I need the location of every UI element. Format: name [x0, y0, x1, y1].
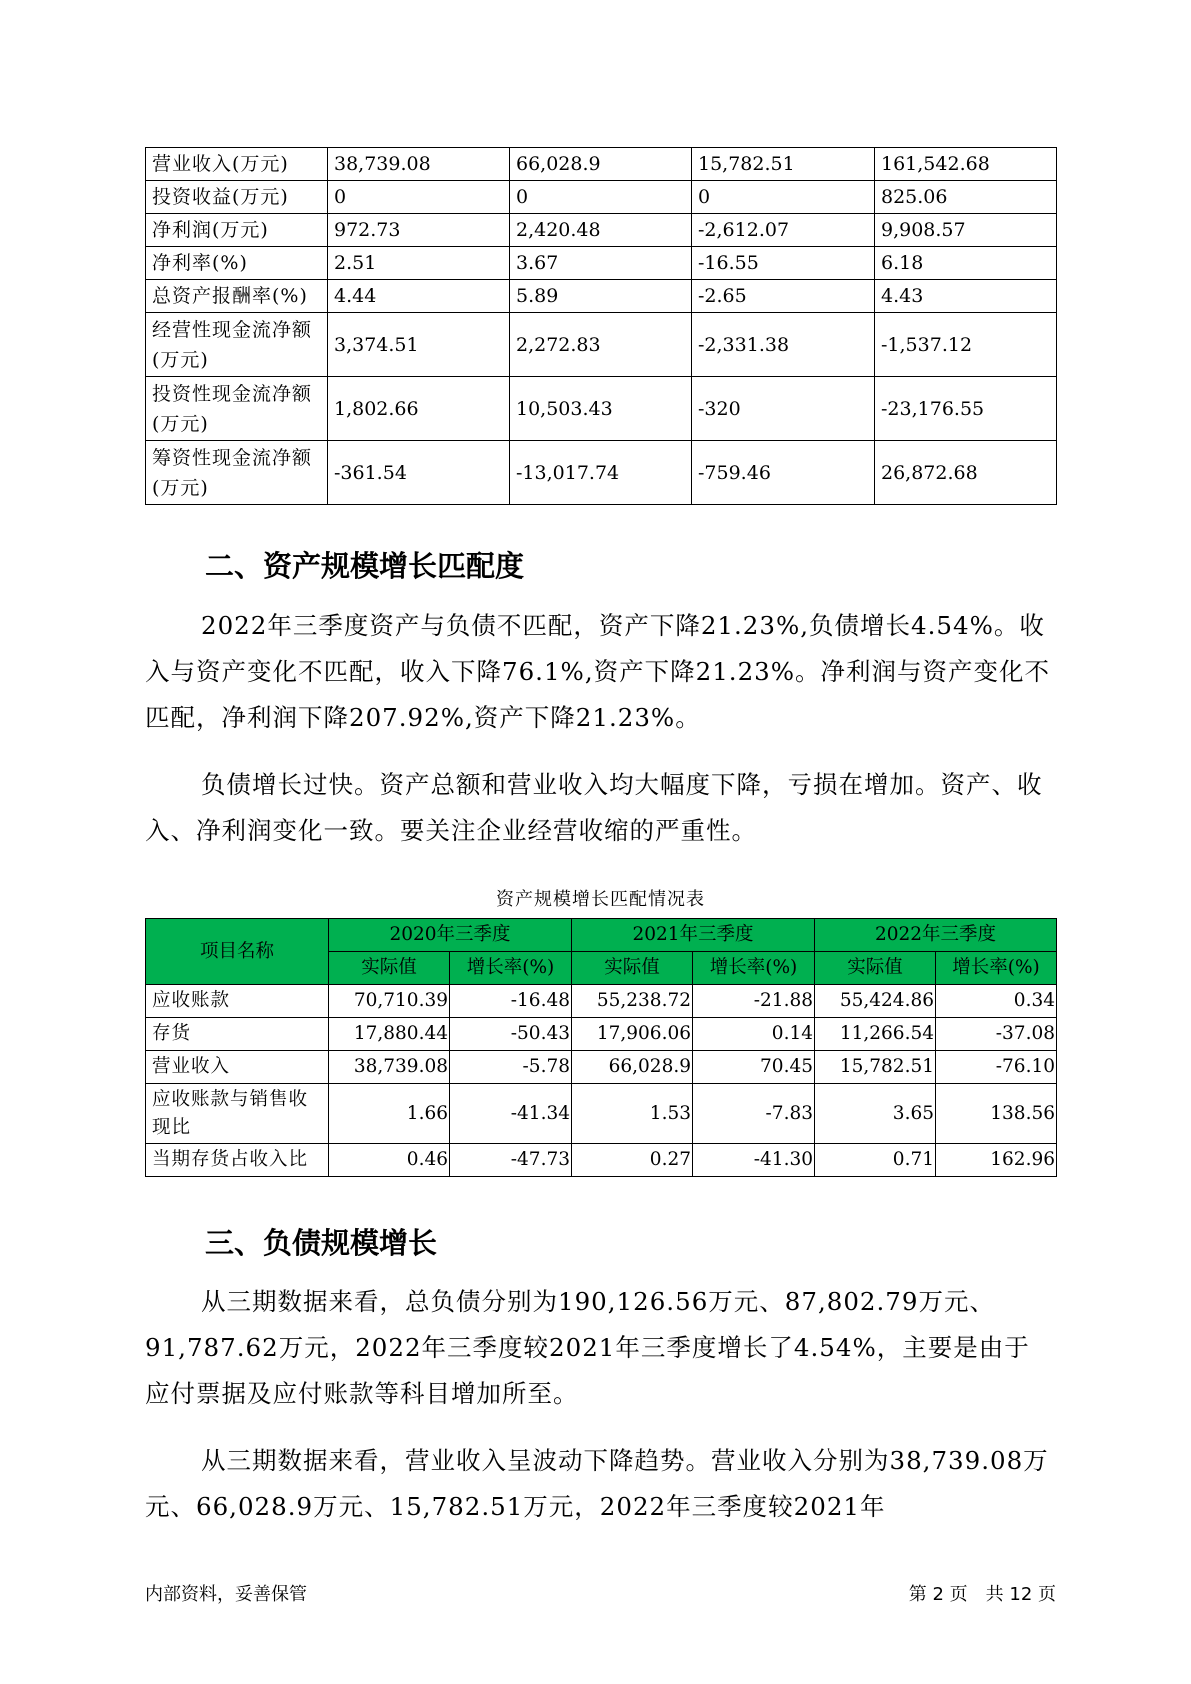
table-row: [146, 1144, 1057, 1177]
table-row: [146, 441, 1057, 505]
table-caption: 资产规模增长匹配情况表: [496, 889, 705, 910]
table-cell: 26,872.68: [875, 441, 1057, 505]
table-cell: 0: [328, 181, 510, 214]
table-cell: -1,537.12: [875, 313, 1057, 377]
header-item-name: 项目名称: [146, 919, 329, 985]
row-label: 净利率(%): [146, 247, 328, 280]
row-label: 应收账款: [146, 985, 329, 1018]
header-actual-2020: 实际值: [329, 952, 450, 985]
row-label: 存货: [146, 1018, 329, 1051]
table-cell: 66,028.9: [572, 1051, 693, 1084]
table-cell: 2.51: [328, 247, 510, 280]
table-cell: 70,710.39: [329, 985, 450, 1018]
table-cell: -320: [692, 377, 875, 441]
paragraph-liability-growth-2: 从三期数据来看，营业收入呈波动下降趋势。营业收入分别为38,739.08万元、66,028.9万元、15,782.51万元，2022年三季度较2021年: [145, 1446, 1049, 1521]
table-cell: -76.10: [936, 1051, 1057, 1084]
row-label: 净利润(万元): [146, 214, 328, 247]
table-row: [146, 214, 1057, 247]
table-cell: 3.65: [815, 1084, 936, 1144]
table-cell: 9,908.57: [875, 214, 1057, 247]
header-actual-2021: 实际值: [572, 952, 693, 985]
table-cell: 55,424.86: [815, 985, 936, 1018]
table-cell: 3,374.51: [328, 313, 510, 377]
table-row: [146, 313, 1057, 377]
table-row: [146, 148, 1057, 181]
financial-summary-table-body: [146, 148, 1057, 505]
table-cell: -23,176.55: [875, 377, 1057, 441]
table-row: [146, 1018, 1057, 1051]
table-row: [146, 280, 1057, 313]
row-label: 总资产报酬率(%): [146, 280, 328, 313]
table-cell: -361.54: [328, 441, 510, 505]
paragraph-asset-growth-1: 2022年三季度资产与负债不匹配，资产下降21.23%,负债增长4.54%。收入与资产变化不匹配，收入下降76.1%,资产下降21.23%。净利润与资产变化不匹配，净利润下降207.92%,资产下降21.23%。: [145, 611, 1051, 732]
table-cell: 38,739.08: [329, 1051, 450, 1084]
paragraph-liability-growth-1: 从三期数据来看，总负债分别为190,126.56万元、87,802.79万元、91,787.62万元，2022年三季度较2021年三季度增长了4.54%，主要是由于应付票据及应付账款等科目增加所至。: [145, 1287, 1030, 1408]
table-cell: -7.83: [693, 1084, 815, 1144]
table-cell: 10,503.43: [510, 377, 692, 441]
footer-page-number: 第 2 页 共 12 页: [908, 1584, 1056, 1605]
table-cell: 2,420.48: [510, 214, 692, 247]
row-label: 投资收益(万元): [146, 181, 328, 214]
table-row: [146, 1051, 1057, 1084]
row-label: 当期存货占收入比: [146, 1144, 329, 1177]
table-cell: 3.67: [510, 247, 692, 280]
header-period-2021: 2021年三季度: [572, 919, 815, 952]
header-actual-2022: 实际值: [815, 952, 936, 985]
header-period-2022: 2022年三季度: [815, 919, 1057, 952]
table-row: [146, 377, 1057, 441]
table-cell: 0: [692, 181, 875, 214]
table-cell: 0.27: [572, 1144, 693, 1177]
section-heading-asset-growth: 二、资产规模增长匹配度: [205, 549, 525, 583]
table-cell: -16.48: [450, 985, 572, 1018]
row-label: 投资性现金流净额(万元): [146, 377, 328, 441]
table-cell: -50.43: [450, 1018, 572, 1051]
table-cell: 0: [510, 181, 692, 214]
table-cell: -16.55: [692, 247, 875, 280]
table-cell: 2,272.83: [510, 313, 692, 377]
section-heading-liability-growth: 三、负债规模增长: [205, 1226, 438, 1260]
table-cell: 11,266.54: [815, 1018, 936, 1051]
table-cell: 972.73: [328, 214, 510, 247]
row-label: 经营性现金流净额(万元): [146, 313, 328, 377]
table-cell: -41.30: [693, 1144, 815, 1177]
header-growth-2022: 增长率(%): [936, 952, 1057, 985]
financial-summary-table: [145, 147, 1057, 505]
footer-confidential-note: 内部资料，妥善保管: [145, 1584, 307, 1605]
table-cell: -759.46: [692, 441, 875, 505]
table-cell: 162.96: [936, 1144, 1057, 1177]
table-cell: 17,906.06: [572, 1018, 693, 1051]
table-cell: 5.89: [510, 280, 692, 313]
table-cell: 1.66: [329, 1084, 450, 1144]
table-row: [146, 985, 1057, 1018]
table-cell: 0.46: [329, 1144, 450, 1177]
table-cell: 38,739.08: [328, 148, 510, 181]
table-cell: 70.45: [693, 1051, 815, 1084]
table-cell: -2.65: [692, 280, 875, 313]
header-growth-2020: 增长率(%): [450, 952, 572, 985]
table-row: [146, 181, 1057, 214]
table-cell: 15,782.51: [815, 1051, 936, 1084]
table-cell: 15,782.51: [692, 148, 875, 181]
row-label: 营业收入: [146, 1051, 329, 1084]
table-cell: 4.43: [875, 280, 1057, 313]
table-cell: 66,028.9: [510, 148, 692, 181]
row-label: 营业收入(万元): [146, 148, 328, 181]
table-cell: -21.88: [693, 985, 815, 1018]
row-label: 应收账款与销售收现比: [146, 1084, 329, 1144]
table-cell: -13,017.74: [510, 441, 692, 505]
table-cell: 4.44: [328, 280, 510, 313]
header-period-2020: 2020年三季度: [329, 919, 572, 952]
table-cell: -41.34: [450, 1084, 572, 1144]
table-cell: 17,880.44: [329, 1018, 450, 1051]
table-cell: -2,612.07: [692, 214, 875, 247]
table-row: [146, 247, 1057, 280]
table-cell: 0.14: [693, 1018, 815, 1051]
table-cell: 138.56: [936, 1084, 1057, 1144]
table-row: [146, 1084, 1057, 1144]
table-cell: -47.73: [450, 1144, 572, 1177]
paragraph-asset-growth-2: 负债增长过快。资产总额和营业收入均大幅度下降，亏损在增加。资产、收入、净利润变化一致。要关注企业经营收缩的严重性。: [145, 770, 1043, 845]
row-label: 筹资性现金流净额(万元): [146, 441, 328, 505]
table-cell: -2,331.38: [692, 313, 875, 377]
table-cell: 0.34: [936, 985, 1057, 1018]
table-cell: 0.71: [815, 1144, 936, 1177]
table-cell: -5.78: [450, 1051, 572, 1084]
table-cell: 6.18: [875, 247, 1057, 280]
table-cell: 55,238.72: [572, 985, 693, 1018]
asset-growth-match-table: [145, 918, 1057, 1177]
table-cell: -37.08: [936, 1018, 1057, 1051]
table-cell: 825.06: [875, 181, 1057, 214]
table-cell: 1,802.66: [328, 377, 510, 441]
asset-growth-match-table-body: [146, 985, 1057, 1177]
table-cell: 161,542.68: [875, 148, 1057, 181]
table-cell: 1.53: [572, 1084, 693, 1144]
header-growth-2021: 增长率(%): [693, 952, 815, 985]
